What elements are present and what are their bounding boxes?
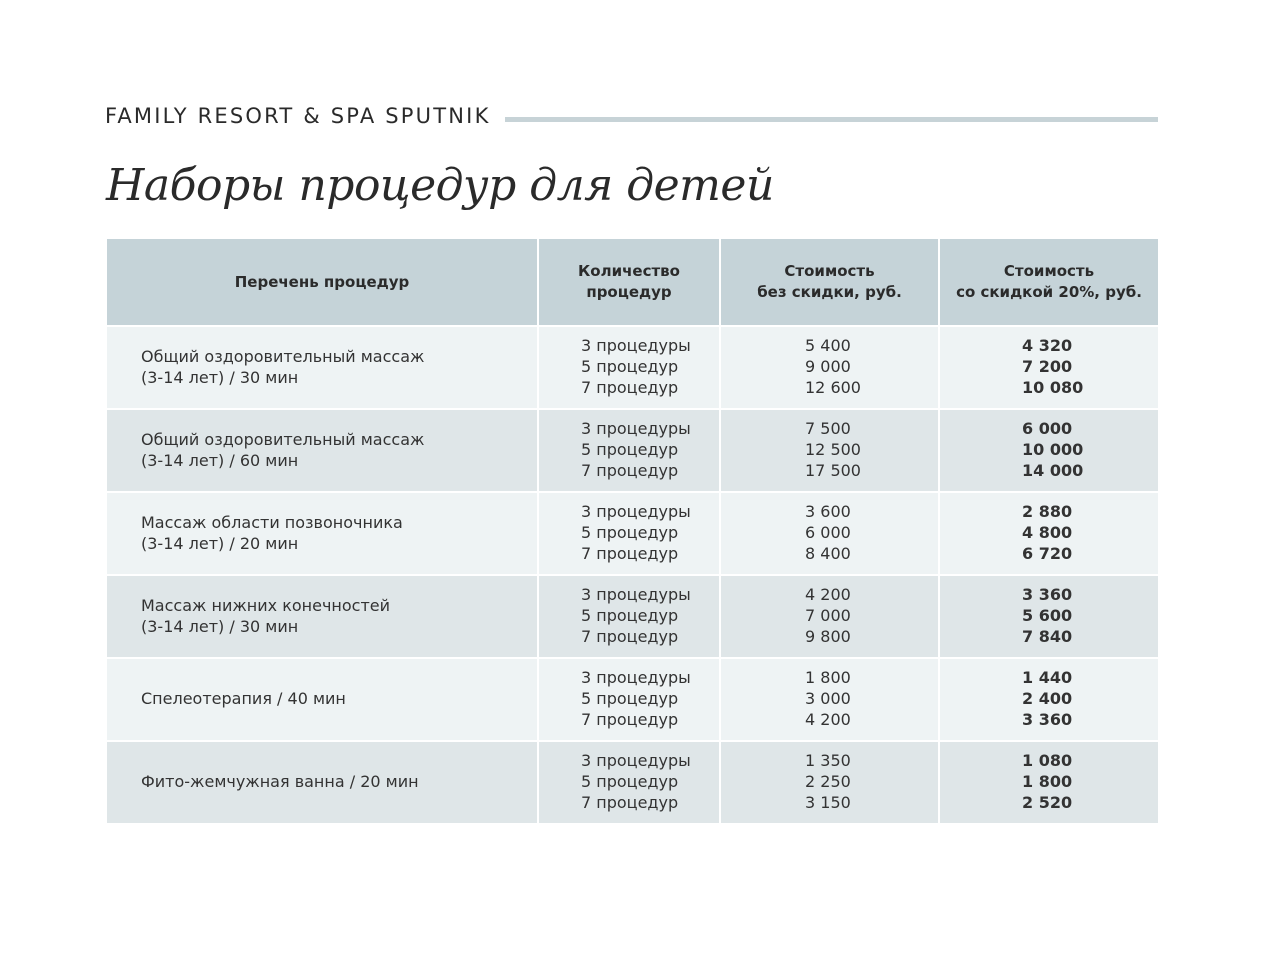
table-row: [107, 492, 1158, 575]
discount-price-cell: [939, 326, 1158, 409]
quantity-line: 7 процедур: [581, 460, 679, 480]
price-table: [107, 239, 1158, 823]
price-cell: [720, 658, 939, 741]
quantity-line: 7 процедур: [581, 792, 679, 812]
quantity-cell: [538, 326, 720, 409]
discount-price-line: 3 360: [1022, 709, 1073, 729]
quantity-cell: [538, 741, 720, 823]
table-row: [107, 409, 1158, 492]
quantity-line: 7 процедур: [581, 626, 679, 646]
quantity-line: 3 процедуры: [581, 502, 691, 522]
quantity-cell: [538, 492, 720, 575]
discount-price-cell: [939, 575, 1158, 658]
quantity-line: 5 процедур: [581, 523, 679, 543]
price-line: 2 250: [805, 772, 851, 792]
procedure-name-line: (3-14 лет) / 60 мин: [141, 450, 299, 470]
quantity-line: 7 процедур: [581, 543, 679, 563]
procedure-name-line: Общий оздоровительный массаж: [141, 429, 425, 449]
discount-price-line: 2 400: [1022, 689, 1073, 709]
price-line: 5 400: [805, 336, 851, 356]
price-line: 1 350: [805, 751, 851, 771]
quantity-line: 5 процедур: [581, 440, 679, 460]
brand-divider-line: [505, 117, 1158, 122]
discount-price-line: 7 840: [1022, 626, 1073, 646]
discount-price-line: 3 360: [1022, 585, 1073, 605]
price-line: 8 400: [805, 543, 851, 563]
discount-price-line: 10 000: [1022, 440, 1084, 460]
table-row: [107, 575, 1158, 658]
procedure-name-line: Массаж области позвоночника: [141, 512, 403, 532]
table-row: [107, 658, 1158, 741]
discount-price-line: 2 520: [1022, 792, 1073, 812]
price-line: 3 600: [805, 502, 851, 522]
quantity-cell: [538, 658, 720, 741]
discount-price-line: 1 080: [1022, 751, 1073, 771]
header-text-line: процедур: [586, 283, 672, 301]
discount-price-line: 6 720: [1022, 543, 1073, 563]
procedure-list-header: [107, 239, 538, 326]
quantity-line: 5 процедур: [581, 606, 679, 626]
procedure-name-line: Массаж нижних конечностей: [141, 595, 391, 615]
header-text-line: Стоимость: [784, 262, 875, 280]
table-row: [107, 741, 1158, 823]
brand-header: [105, 100, 1158, 132]
procedure-name-line: (3-14 лет) / 20 мин: [141, 533, 299, 553]
quantity-line: 7 процедур: [581, 709, 679, 729]
quantity-line: 5 процедур: [581, 689, 679, 709]
procedure-name-line: Спелеотерапия / 40 мин: [141, 689, 346, 709]
price-line: 7 000: [805, 606, 851, 626]
procedure-name-line: Фито-жемчужная ванна / 20 мин: [141, 772, 419, 792]
header-text-line: Стоимость: [1003, 262, 1095, 280]
price-line: 12 600: [805, 377, 861, 397]
procedure-name-line: Общий оздоровительный массаж: [141, 346, 425, 366]
discount-price-cell: [939, 409, 1158, 492]
header-text-line: со скидкой 20%, руб.: [956, 283, 1142, 301]
price-line: 3 150: [805, 792, 851, 812]
header-text-line: без скидки, руб.: [757, 283, 902, 301]
header-text-line: Количество: [578, 262, 680, 280]
brand-name: FAMILY RESORT & SPA SPUTNIK: [105, 104, 491, 128]
discount-price-line: 4 320: [1022, 336, 1073, 356]
quantity-header: [538, 239, 720, 326]
price-line: 1 800: [805, 668, 851, 688]
discount-price-cell: [939, 492, 1158, 575]
procedure-name-cell: [107, 741, 538, 823]
quantity-line: 3 процедуры: [581, 419, 691, 439]
header-text-line: Перечень процедур: [234, 272, 410, 291]
price-cell: [720, 326, 939, 409]
quantity-line: 7 процедур: [581, 377, 679, 397]
price-cell: [720, 409, 939, 492]
procedure-name-line: (3-14 лет) / 30 мин: [141, 616, 299, 636]
table-body: [107, 326, 1158, 823]
quantity-line: 3 процедуры: [581, 585, 691, 605]
table-row: [107, 326, 1158, 409]
price-line: 12 500: [805, 440, 861, 460]
procedure-name-cell: [107, 658, 538, 741]
price-cell: [720, 575, 939, 658]
procedure-name-cell: [107, 409, 538, 492]
quantity-cell: [538, 409, 720, 492]
table-header-row: [107, 239, 1158, 326]
discount-price-header: [939, 239, 1158, 326]
quantity-line: 3 процедуры: [581, 751, 691, 771]
discount-price-cell: [939, 741, 1158, 823]
discount-price-line: 10 080: [1022, 377, 1084, 397]
discount-price-line: 6 000: [1022, 419, 1073, 439]
discount-price-line: 4 800: [1022, 523, 1073, 543]
price-line: 4 200: [805, 585, 851, 605]
price-cell: [720, 492, 939, 575]
price-cell: [720, 741, 939, 823]
procedure-name-line: (3-14 лет) / 30 мин: [141, 367, 299, 387]
discount-price-line: 14 000: [1022, 460, 1084, 480]
discount-price-cell: [939, 658, 1158, 741]
procedure-name-cell: [107, 575, 538, 658]
price-line: 7 500: [805, 419, 851, 439]
price-line: 17 500: [805, 460, 861, 480]
price-header: [720, 239, 939, 326]
quantity-cell: [538, 575, 720, 658]
discount-price-line: 5 600: [1022, 606, 1073, 626]
quantity-line: 3 процедуры: [581, 668, 691, 688]
price-line: 4 200: [805, 709, 851, 729]
discount-price-line: 2 880: [1022, 502, 1073, 522]
price-line: 6 000: [805, 523, 851, 543]
price-line: 3 000: [805, 689, 851, 709]
page-title: Наборы процедур для детей: [106, 160, 774, 211]
price-line: 9 000: [805, 357, 851, 377]
discount-price-line: 7 200: [1022, 357, 1073, 377]
quantity-line: 5 процедур: [581, 357, 679, 377]
procedure-name-cell: [107, 492, 538, 575]
discount-price-line: 1 800: [1022, 772, 1073, 792]
discount-price-line: 1 440: [1022, 668, 1073, 688]
procedure-name-cell: [107, 326, 538, 409]
quantity-line: 5 процедур: [581, 772, 679, 792]
price-line: 9 800: [805, 626, 851, 646]
quantity-line: 3 процедуры: [581, 336, 691, 356]
